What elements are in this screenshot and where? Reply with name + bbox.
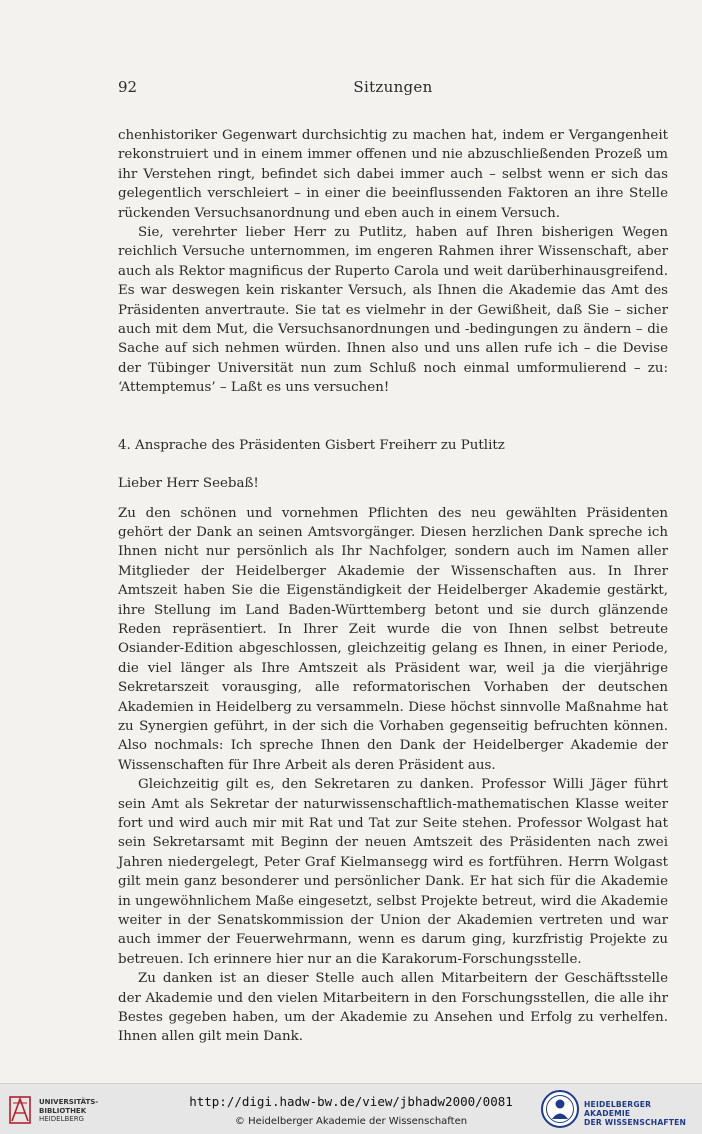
paragraph: Zu den schönen und vornehmen Pflichten des neu gewählten Präsidenten gehört der Dank an seinen Amtsvorgänger. Diesen herzlichen Dank spreche ich Ihnen nicht nur persönlich als Ihr Nachfolger, sondern auch im Namen aller Mitglieder der Heidelberger Akademie der Wissenschaften aus. In Ihrer Amtszeit haben Sie die Eigenständigkeit der Heidelberger Akademie gestärkt, ihre Stellung im Land Baden-Württemberg betont und sie durch glänzende Reden repräsentiert. In Ihrer Zeit wurde die von Ihnen selbst betreute Osiander-Edition abgeschlossen, gleichzeitig gelang es Ihnen, in einer Periode, die viel länger als Ihre Amtszeit als Präsident war, weil ja die vierjährige Sekretarszeit vorausging, alle reformatorischen Vorhaben der deutschen Akademien in Heidelberg zu versammeln. Diese höchst sinnvolle Maßnahme hat zu Synergien geführt, in der sich die Vorhaben gegenseitig befruchten können. Also nochmals: Ich spreche Ihnen den Dank der Heidelberger Akademie der Wissenschaften für Ihre Arbeit als deren Präsident aus.: [118, 505, 668, 773]
academy-name: HEIDELBERGER AKADEMIE DER WISSENSCHAFTEN: [584, 1100, 687, 1127]
copyright-notice: © Heidelberger Akademie der Wissenschaften: [234, 1116, 468, 1127]
running-head: Sitzungen: [353, 78, 433, 96]
section-heading: 4. Ansprache des Präsidenten Gisbert Freiherr zu Putlitz: [118, 437, 505, 453]
paragraph: Gleichzeitig gilt es, den Sekretaren zu danken. Professor Willi Jäger führt sein Amt als Sekretar der naturwissenschaftlich-mathematischen Klasse weiter fort und wird auch mir mit Rat und Tat zur Seite stehen. Professor Wolgast hat sein Sekretarsamt mit Beginn der neuen Amtszeit des Präsidenten nach zwei Jahren niedergelegt, Peter Graf Kielmansegg wird es fortführen. Herrn Wolgast gilt mein ganz besonderer und persönlicher Dank. Er hat sich für die Akademie in ungewöhnlichem Maße eingesetzt, selbst Projekte betreut, wird die Akademie weiter in der Senatskommission der Union der Akademien vertreten und war auch immer der Feuerwehrmann, wenn es darum ging, kurzfristig Projekte zu betreuen. Ich erinnere hier nur an die Karakorum-Forschungsstelle.: [118, 777, 668, 967]
academy-logo[interactable]: [540, 1089, 700, 1129]
university-library-name: UNIVERSITÄTS- BIBLIOTHEK HEIDELBERG: [39, 1098, 99, 1123]
document-url-link[interactable]: http://digi.hadw-bw.de/view/jbhadw2000/0081: [189, 1094, 513, 1109]
text-column: [118, 126, 668, 1047]
salutation: Lieber Herr Seebaß!: [118, 476, 259, 492]
paragraph: chenhistoriker Gegenwart durchsichtig zu machen hat, indem er Vergangenheit rekonstruiert und in einem immer offenen und nie abzuschließenden Prozeß um ihr Verstehen ringt, befindet sich dabei immer auch – selbst wenn er sich das gelegentlich verschleiert – in einer die beeinflussenden Faktoren an ihre Stelle rückenden Versuchsanordnung und eben auch in einem Versuch.: [118, 128, 668, 221]
viewer-footer: [0, 1083, 702, 1134]
paragraph: Zu danken ist an dieser Stelle auch allen Mitarbeitern der Geschäftsstelle der Akademie und den vielen Mitarbeitern in den Forschungsstellen, die alle ihr Bestes gegeben haben, um der Akademie zu Ansehen und Erfolg zu verhelfen. Ihnen allen gilt mein Dank.: [118, 971, 668, 1045]
page-header: [118, 78, 668, 98]
paragraph: Sie, verehrter lieber Herr zu Putlitz, haben auf Ihren bisherigen Wegen reichlich Versuche unternommen, im engeren Rahmen ihrer Wissenschaft, aber auch als Rektor magnificus der Ruperto Carola und weit darüberhinausgreifend. Es war deswegen kein riskanter Versuch, als Ihnen die Akademie das Amt des Präsidenten anvertraute. Sie tat es vielmehr in der Gewißheit, daß Sie – sicher auch mit dem Mut, die Versuchsanordnungen und -bedingungen zu ändern – die Sache auf sich nehmen würden. Ihnen also und uns allen rufe ich – die Devise der Tübinger Universität nun zum Schluß noch einmal umformulierend – zu: ‘Attemptemus’ – Laßt es uns versuchen!: [118, 225, 668, 396]
academy-seal-icon: [540, 1089, 580, 1129]
page-number: 92: [118, 78, 138, 96]
